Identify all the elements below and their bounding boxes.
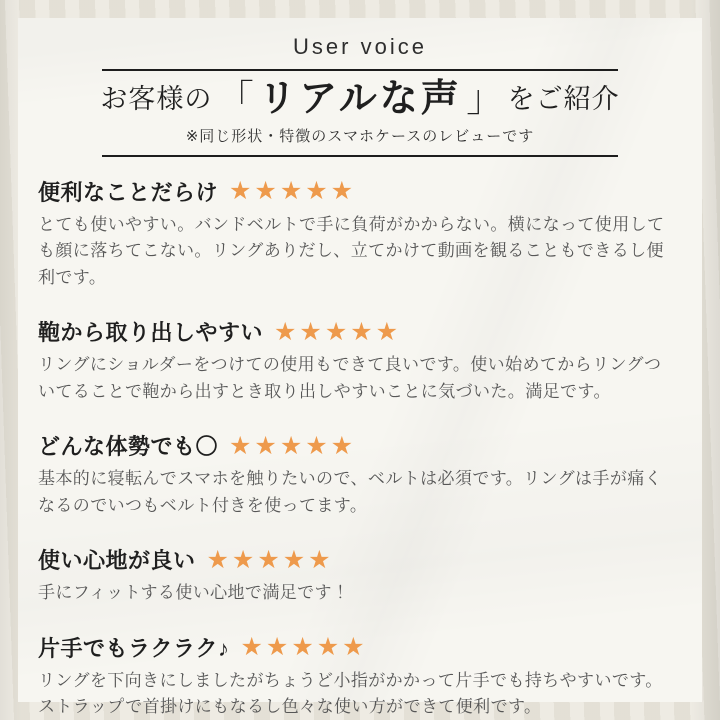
review-body: 基本的に寝転んでスマホを触りたいので、ベルトは必須です。リングは手が痛くなるのでいつもベルト付きを使ってます。 bbox=[38, 469, 663, 515]
review-title: 片手でもラクラク♪ bbox=[38, 635, 230, 661]
review-header bbox=[38, 176, 682, 207]
review-title: 使い心地が良い bbox=[38, 548, 196, 574]
review-title: どんな体勢でも〇 bbox=[38, 434, 219, 460]
section-note: ※同じ形状・特徴のスマホケースのレビューです bbox=[185, 127, 535, 145]
review-header bbox=[38, 632, 682, 663]
review-header bbox=[38, 430, 682, 461]
star-rating-icons: ★★★★★ bbox=[229, 177, 357, 206]
divider-bottom bbox=[102, 155, 618, 157]
review-list bbox=[38, 176, 682, 721]
heading-bracket-open: 「 bbox=[216, 78, 254, 119]
review-body: リングを下向きにしましたがちょうど小指がかかって片手でも持ちやすいです。ストラップで首掛けにもなるし色々な使い方ができて便利です。 bbox=[38, 670, 663, 717]
section-heading bbox=[38, 78, 682, 122]
divider-top bbox=[102, 69, 618, 71]
star-rating-icons: ★★★★★ bbox=[229, 431, 357, 460]
review-body: 手にフィットする使い心地で満足です！ bbox=[38, 583, 350, 603]
section-eyebrow: User voice bbox=[293, 34, 427, 59]
review-panel bbox=[18, 18, 702, 717]
review-header bbox=[38, 316, 682, 347]
review-item bbox=[38, 176, 682, 292]
heading-prefix: お客様の bbox=[100, 84, 213, 114]
review-title: 便利なことだらけ bbox=[38, 179, 219, 205]
heading-bracket-close: 」 bbox=[466, 78, 504, 119]
review-item bbox=[38, 316, 682, 405]
review-body: リングにショルダーをつけての使用もできて良いです。使い始めてからリングついてることで鞄から出すとき取り出しやすいことに気づいた。満足です。 bbox=[38, 355, 662, 401]
review-header bbox=[38, 544, 682, 575]
review-item bbox=[38, 632, 682, 721]
review-body: とても使いやすい。バンドベルトで手に負荷がかからない。横になって使用しても顔に落ちてこない。リングありだし、立てかけて動画を観ることもできるし便利です。 bbox=[38, 214, 665, 287]
review-item bbox=[38, 544, 682, 607]
star-rating-icons: ★★★★★ bbox=[240, 633, 368, 662]
heading-suffix: をご紹介 bbox=[507, 84, 620, 114]
review-item bbox=[38, 430, 682, 519]
star-rating-icons: ★★★★★ bbox=[274, 317, 402, 346]
review-title: 鞄から取り出しやすい bbox=[38, 320, 264, 346]
heading-highlight: リアルな声 bbox=[258, 78, 462, 120]
star-rating-icons: ★★★★★ bbox=[206, 545, 334, 574]
